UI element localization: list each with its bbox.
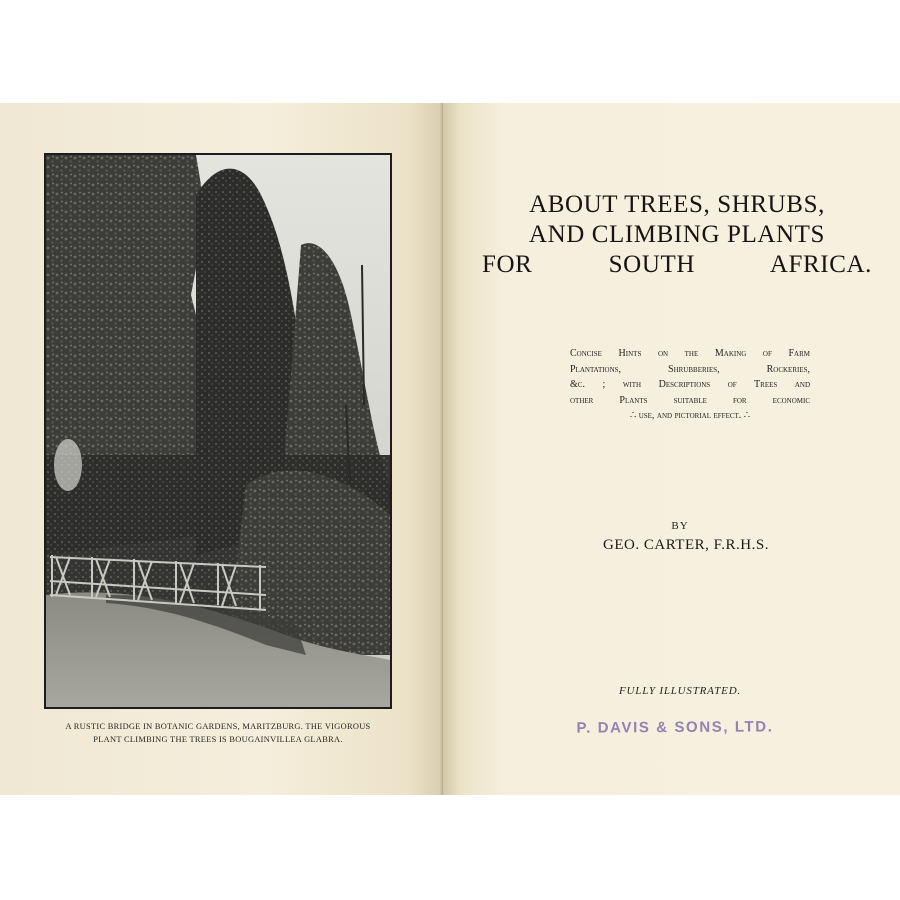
left-page [0, 103, 443, 795]
author-name: GEO. CARTER, F.R.H.S. [603, 537, 769, 553]
book-subtitle [570, 346, 810, 424]
subtitle-line: Concise Hints on the Making of Farm [570, 348, 810, 359]
caption-line: A RUSTIC BRIDGE IN BOTANIC GARDENS, MARITZBURG. THE VIGOROUS [65, 722, 371, 731]
title-line: FOR SOUTH AFRICA. [482, 251, 872, 278]
subtitle-line: ∴ use, and pictorial effect. ∴ [629, 410, 751, 422]
by-label: BY [671, 520, 689, 532]
book-spread [0, 103, 900, 795]
subtitle-line: other Plants suitable for economic [570, 394, 810, 406]
rustic-bridge-photo-illustration [46, 155, 390, 707]
title-line: ABOUT TREES, SHRUBS, [529, 191, 825, 218]
subtitle-line: &c. ; with Descriptions of Trees and [570, 379, 810, 391]
book-title [482, 190, 872, 280]
subtitle-line: Plantations, Shrubberies, Rockeries, [570, 363, 810, 375]
title-line: AND CLIMBING PLANTS [528, 221, 826, 248]
caption-line: PLANT CLIMBING THE TREES IS BOUGAINVILLEA GLABRA. [93, 735, 343, 744]
frontispiece-caption [44, 720, 392, 746]
illustrated-note: FULLY ILLUSTRATED. [619, 685, 741, 697]
frontispiece-photograph [44, 153, 392, 709]
publisher-stamp: P. DAVIS & SONS, LTD. [576, 718, 774, 737]
